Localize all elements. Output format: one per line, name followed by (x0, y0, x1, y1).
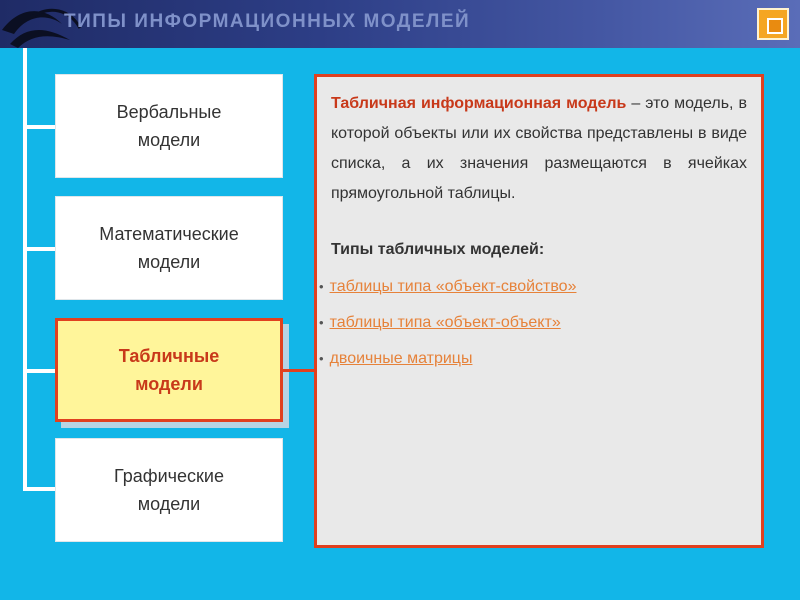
link-binary-matrices[interactable]: двоичные матрицы (329, 350, 473, 367)
tree-connector-branch (23, 247, 57, 251)
definition-term: Табличная информационная модель (331, 95, 627, 112)
model-item-mathematical[interactable] (55, 196, 283, 300)
list-item (319, 305, 747, 341)
tree-connector-branch (23, 369, 57, 373)
types-heading: Типы табличных моделей: (331, 241, 545, 258)
page-title: ТИПЫ ИНФОРМАЦИОННЫХ МОДЕЛЕЙ (64, 11, 471, 32)
model-item-label: Вербальные модели (116, 102, 222, 150)
bullet-icon: • (319, 351, 324, 366)
list-item (319, 269, 747, 305)
tree-connector-vertical (23, 48, 27, 488)
selection-connector (283, 369, 315, 372)
link-object-property[interactable]: таблицы типа «объект-свойство» (329, 278, 577, 295)
model-item-graphic[interactable] (55, 438, 283, 542)
home-button[interactable] (757, 8, 789, 40)
link-object-object[interactable]: таблицы типа «объект-объект» (329, 314, 561, 331)
types-list (319, 269, 747, 377)
header-bar (0, 0, 800, 48)
model-item-label: Графические модели (114, 466, 224, 514)
model-item-label: Табличные модели (118, 346, 220, 394)
tree-connector-branch (23, 125, 57, 129)
definition-body: – это модель, в которой объекты или их свойства представлены в виде списка, а их значения размещаются в ячейках прямоугольной таблицы. (331, 95, 748, 202)
model-item-verbal[interactable] (55, 74, 283, 178)
model-item-tabular[interactable] (55, 318, 283, 422)
description-panel (314, 74, 764, 548)
square-icon (767, 18, 783, 34)
model-item-label: Математические модели (99, 224, 239, 272)
list-item (319, 341, 747, 377)
definition-text (331, 89, 747, 209)
bullet-icon: • (319, 279, 324, 294)
tree-connector-branch (23, 487, 57, 491)
bullet-icon: • (319, 315, 324, 330)
